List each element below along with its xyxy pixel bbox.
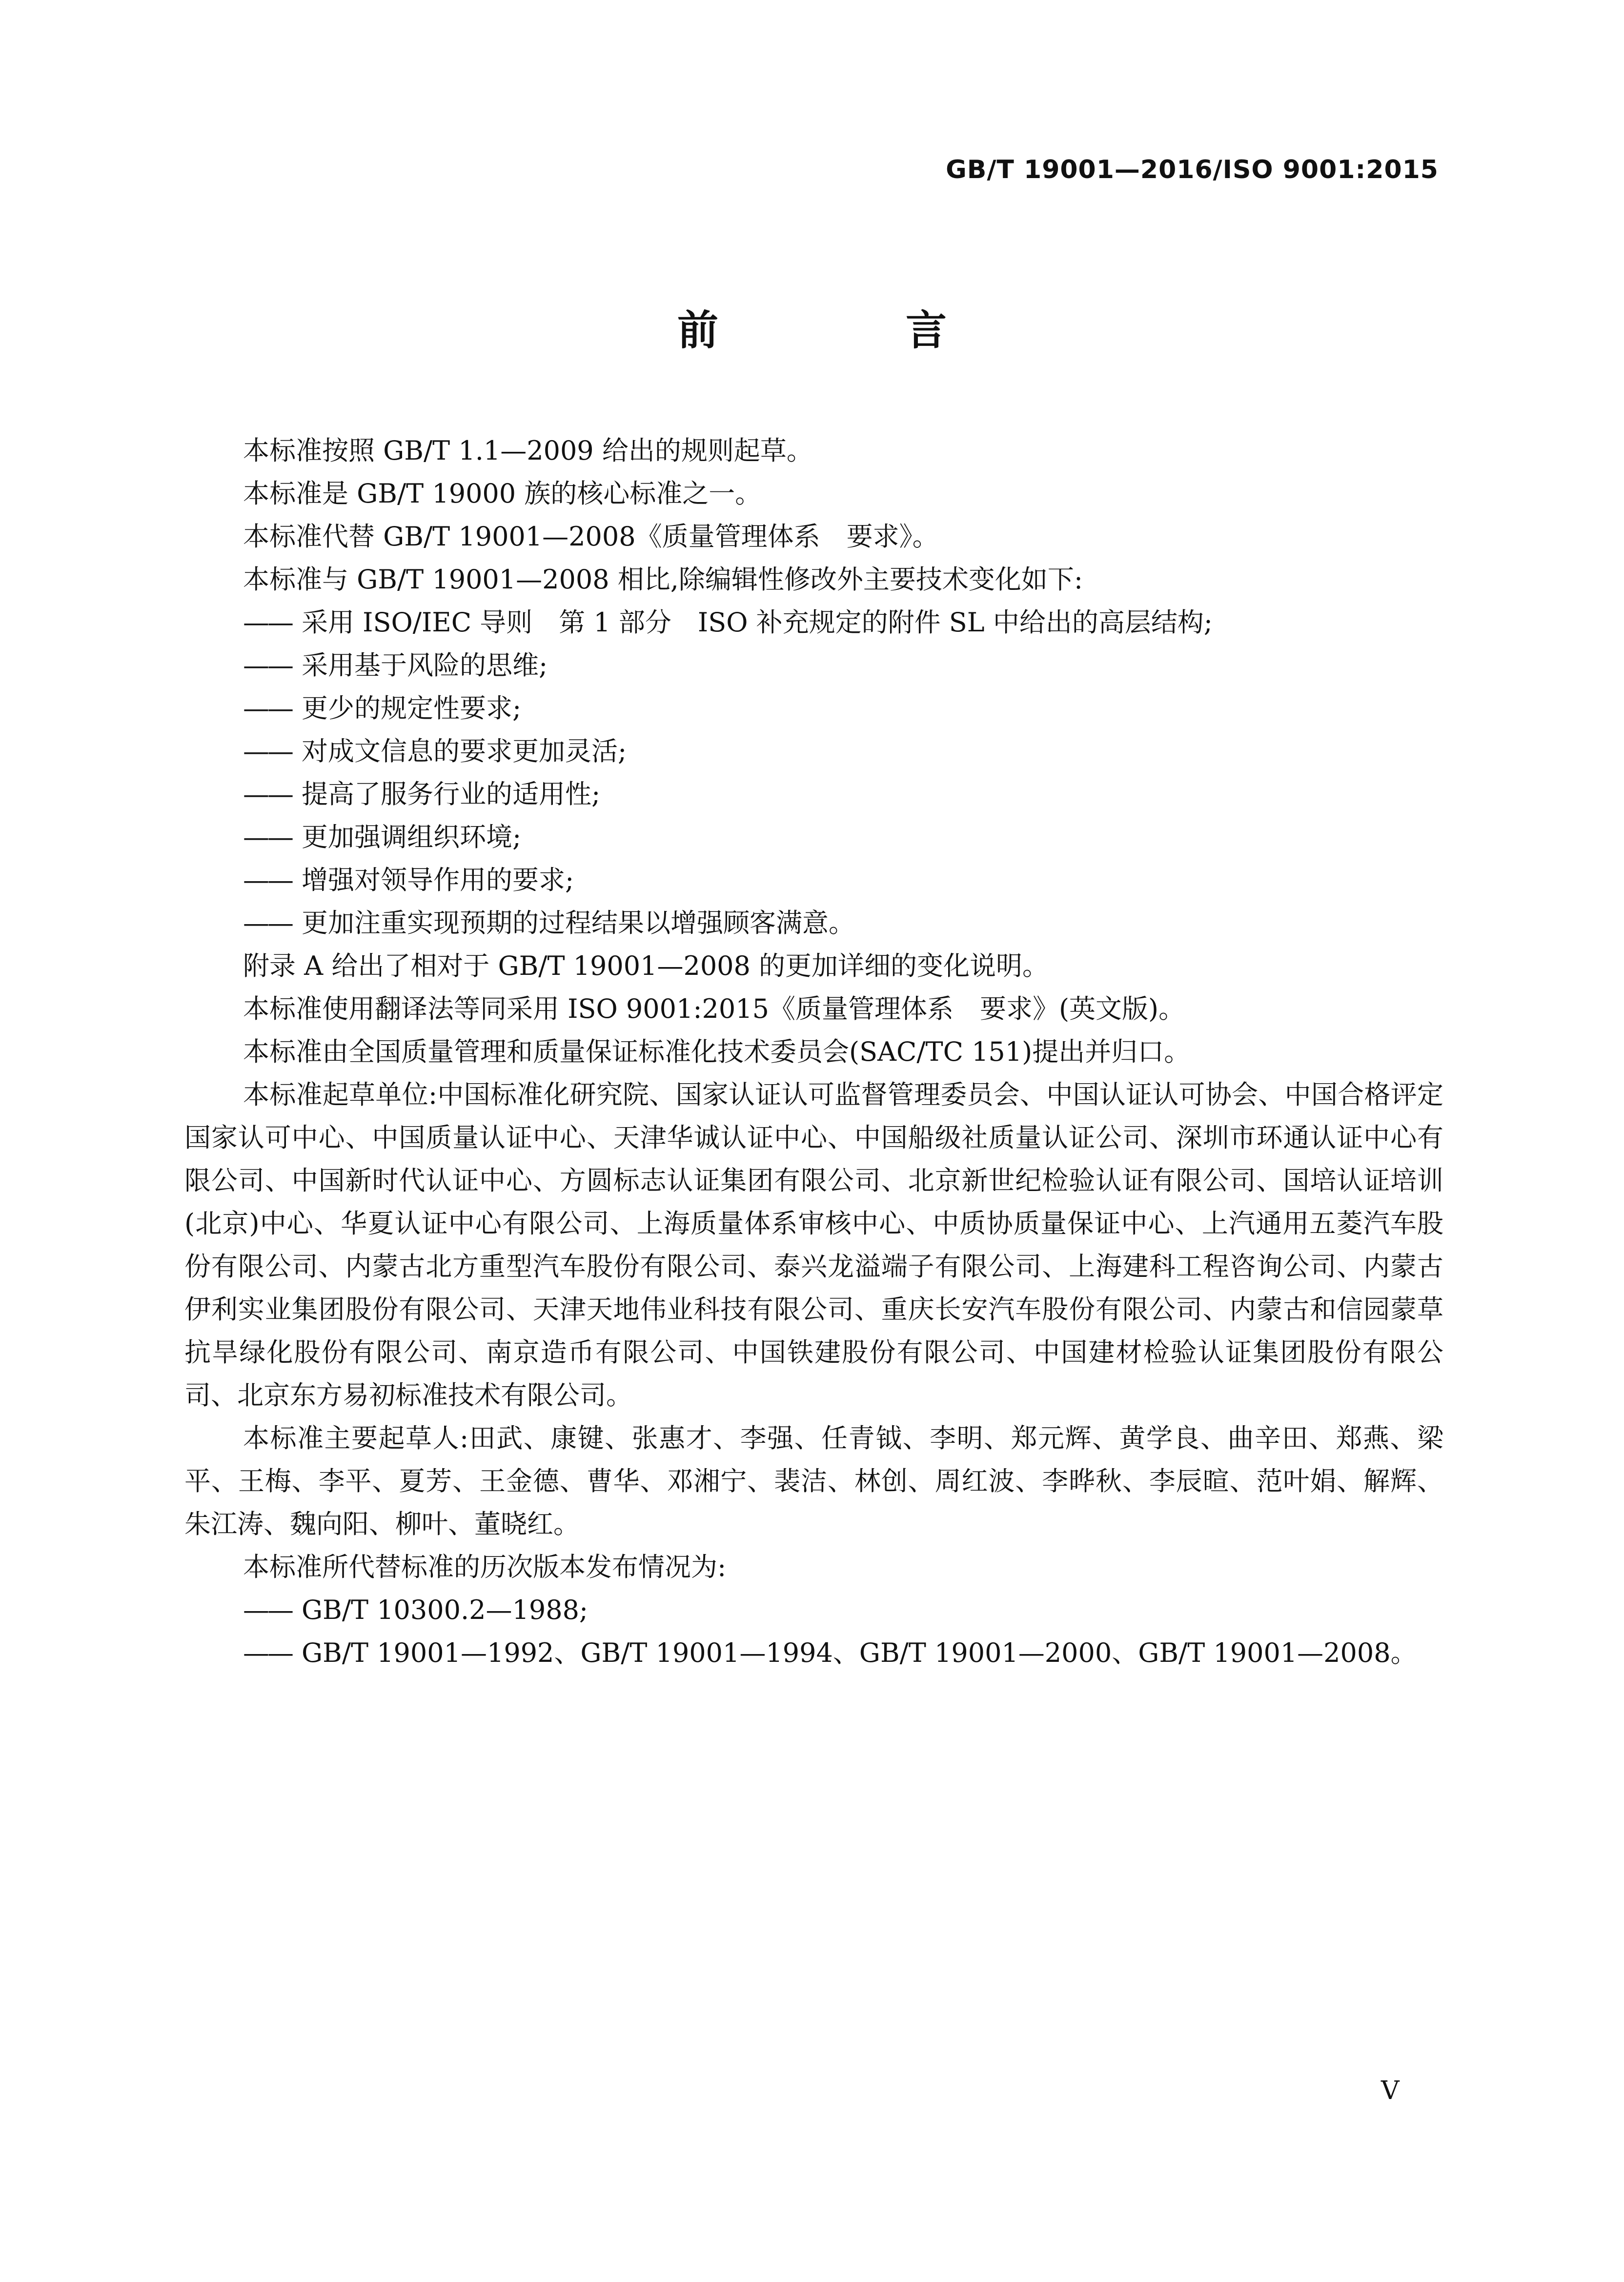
change-item-text: 对成文信息的要求更加灵活; (302, 736, 627, 767)
list-dash: —— (243, 736, 292, 767)
list-dash: —— (243, 1595, 292, 1625)
paragraph-drafters: 本标准主要起草人:田武、康键、张惠才、李强、任青钺、李明、郑元辉、黄学良、曲辛田、郑燕、梁平、王梅、李平、夏芳、王金德、曹华、邓湘宁、裴洁、林创、周红波、李晔秋、李辰暄、范叶娟、解辉、朱江涛、魏向阳、柳叶、董晓红。 (184, 1423, 1443, 1539)
history-item-text: GB/T 19001—1992、GB/T 19001—1994、GB/T 19001—2000、GB/T 19001—2008。 (302, 1637, 1417, 1668)
paragraph-translation: 本标准使用翻译法等同采用 ISO 9001:2015《质量管理体系 要求》(英文版)。 (243, 993, 1185, 1024)
paragraph-drafting-rules: 本标准按照 GB/T 1.1—2009 给出的规则起草。 (243, 435, 813, 466)
paragraph-committee: 本标准由全国质量管理和质量保证标准化技术委员会(SAC/TC 151)提出并归口。 (243, 1036, 1191, 1067)
paragraph-history-intro: 本标准所代替标准的历次版本发布情况为: (243, 1552, 727, 1582)
history-item (184, 1589, 1443, 1632)
change-item (184, 902, 1443, 945)
list-dash: —— (243, 1637, 292, 1668)
paragraph-drafting-units: 本标准起草单位:中国标准化研究院、国家认证认可监督管理委员会、中国认证认可协会、中国合格评定国家认可中心、中国质量认证中心、天津华诚认证中心、中国船级社质量认证公司、深圳市环通认证中心有限公司、中国新时代认证中心、方圆标志认证集团有限公司、北京新世纪检验认证有限公司、国培认证培训(北京)中心、华夏认证中心有限公司、上海质量体系审核中心、中质协质量保证中心、上汽通用五菱汽车股份有限公司、内蒙古北方重型汽车股份有限公司、泰兴龙溢端子有限公司、上海建科工程咨询公司、内蒙古伊利实业集团股份有限公司、天津天地伟业科技有限公司、重庆长安汽车股份有限公司、内蒙古和信园蒙草抗旱绿化股份有限公司、南京造币有限公司、中国铁建股份有限公司、中国建材检验认证集团股份有限公司、北京东方易初标准技术有限公司。 (184, 1079, 1443, 1411)
change-item-text: 提高了服务行业的适用性; (302, 779, 601, 809)
list-dash: —— (243, 908, 292, 938)
change-item (184, 730, 1443, 773)
page-title: 前 言 (677, 306, 1020, 354)
history-item-text: GB/T 10300.2—1988; (302, 1595, 589, 1625)
paragraph-replaces: 本标准代替 GB/T 19001—2008《质量管理体系 要求》。 (243, 521, 939, 552)
change-item (184, 773, 1443, 816)
change-item-text: 增强对领导作用的要求; (302, 865, 574, 895)
paragraph-core-standard: 本标准是 GB/T 19000 族的核心标准之一。 (243, 478, 762, 509)
list-dash: —— (243, 693, 292, 724)
paragraph-annex-a: 附录 A 给出了相对于 GB/T 19001—2008 的更加详细的变化说明。 (243, 950, 1049, 981)
history-item (184, 1632, 1443, 1675)
change-item-text: 更加强调组织环境; (302, 822, 522, 852)
list-dash: —— (243, 779, 292, 809)
list-dash: —— (243, 607, 292, 638)
change-item (184, 644, 1443, 687)
paragraph-changes-intro: 本标准与 GB/T 19001—2008 相比,除编辑性修改外主要技术变化如下: (243, 564, 1083, 595)
list-dash: —— (243, 865, 292, 895)
change-item (184, 859, 1443, 902)
change-item (184, 816, 1443, 859)
list-dash: —— (243, 822, 292, 852)
change-item (184, 601, 1443, 644)
list-dash: —— (243, 650, 292, 681)
change-item-text: 更加注重实现预期的过程结果以增强顾客满意。 (302, 908, 855, 938)
standard-code: GB/T 19001—2016/ISO 9001:2015 (946, 155, 1439, 184)
change-item-text: 采用基于风险的思维; (302, 650, 548, 681)
change-item-text: 更少的规定性要求; (302, 693, 522, 724)
page-number: V (1381, 2076, 1400, 2105)
foreword-body (184, 429, 1443, 1675)
change-item (184, 687, 1443, 730)
change-item-text: 采用 ISO/IEC 导则 第 1 部分 ISO 补充规定的附件 SL 中给出的高层结构; (302, 607, 1213, 638)
